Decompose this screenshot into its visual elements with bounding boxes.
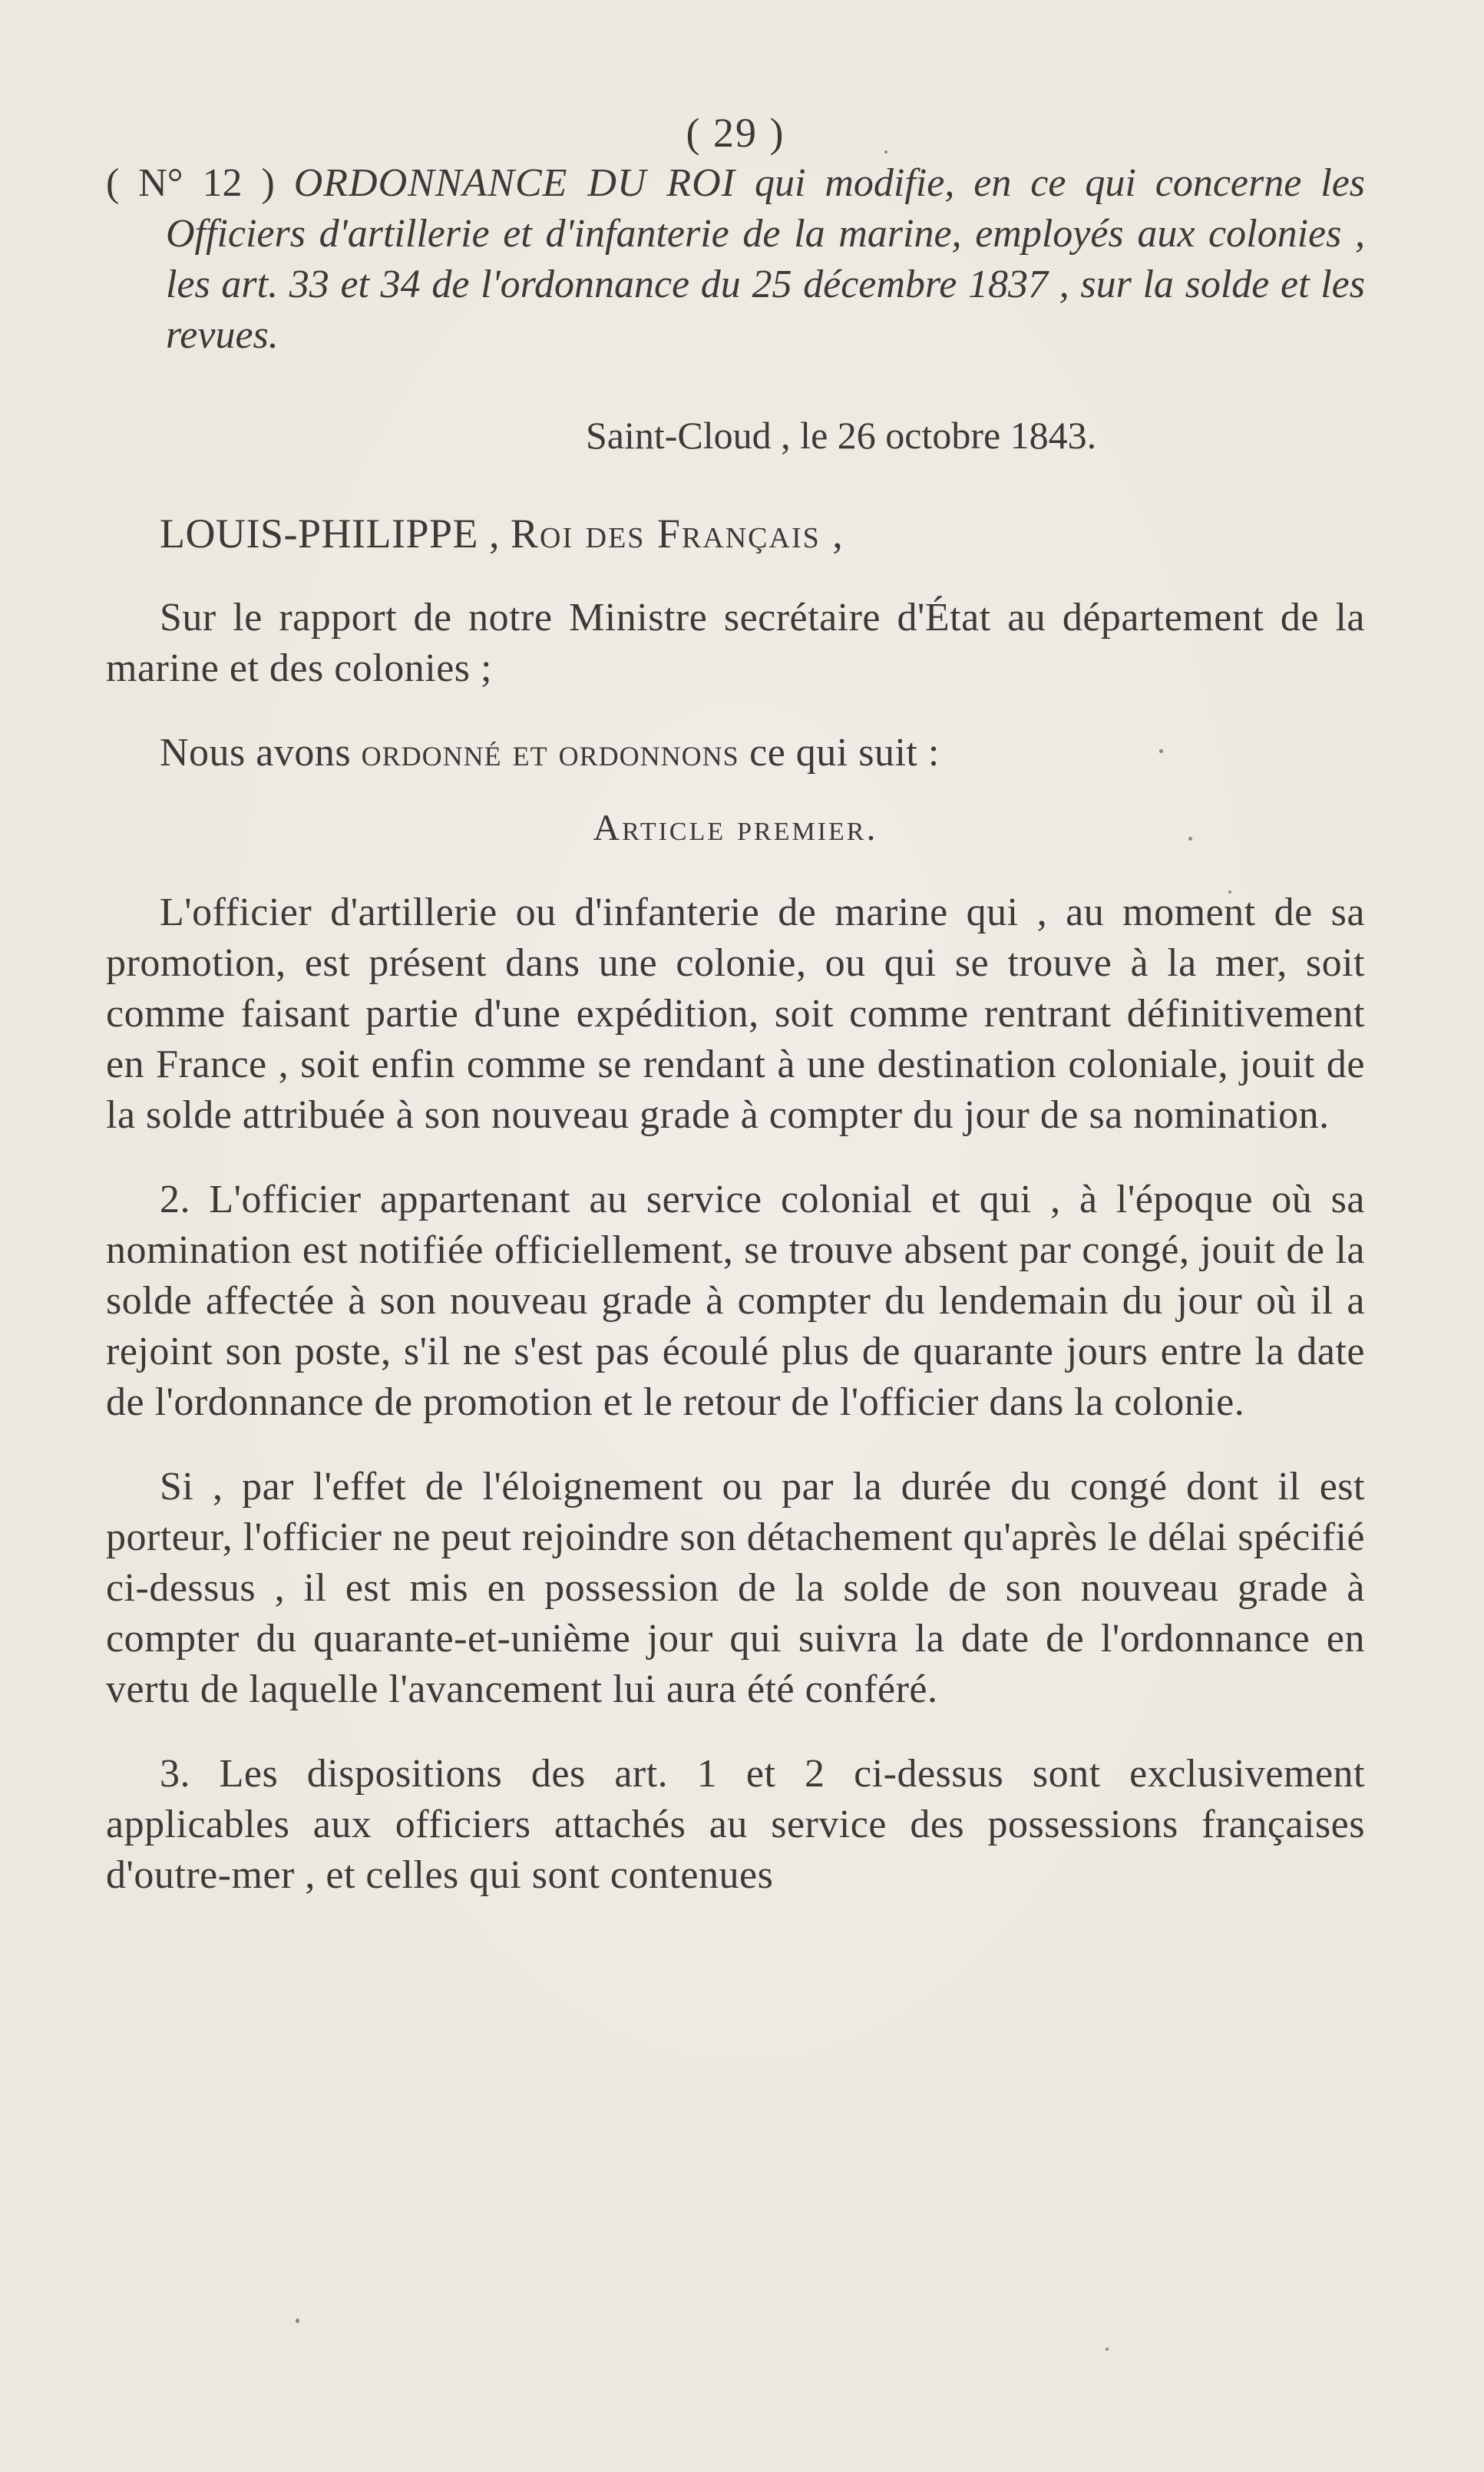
article-paragraph-4: 3. Les dispositions des art. 1 et 2 ci-dessus sont exclusivement applicables aux officiers attachés au service des possessions françaises d'outre-mer , et celles qui sont contenues: [106, 1752, 1365, 1897]
king-line: [160, 508, 1365, 559]
article-paragraph-1: L'officier d'artillerie ou d'infanterie de marine qui , au moment de sa promotion, est présent dans une colonie, ou qui se trouve à la mer, soit comme faisant partie d'une expédition, soit comme rentrant définitivement en France , soit enfin comme se rendant à une destination coloniale, jouit de la solde attribuée à son nouveau grade à compter du jour de sa nomination.: [106, 891, 1365, 1137]
king-title: Roi des Français ,: [511, 511, 844, 557]
article-title: Article premier.: [593, 808, 878, 848]
preamble-order: [106, 728, 1365, 778]
order-start: Nous avons: [160, 731, 352, 775]
king-name: LOUIS-PHILIPPE ,: [160, 511, 501, 557]
page-number: ( 29 ): [686, 110, 785, 156]
order-caps: ordonné et ordonnons: [361, 731, 739, 775]
ink-speck: [1106, 2348, 1109, 2351]
article-paragraph-2: 2. L'officier appartenant au service colonial et qui , à l'époque où sa nomination est notifiée officiellement, se trouve absent par congé, jouit de la solde affectée à son nouveau grade à compter du lendemain du jour où il a rejoint son poste, s'il ne s'est pas écoulé plus de quarante jours entre la date de l'ordonnance de promotion et le retour de l'officier dans la colonie.: [106, 1178, 1365, 1424]
order-end: ce qui suit :: [749, 731, 940, 775]
preamble-report: Sur le rapport de notre Ministre secrétaire d'État au département de la marine et des colonies ;: [106, 596, 1365, 690]
dateline: Saint-Cloud , le 26 octobre 1843.: [586, 414, 1097, 457]
document-body: [106, 107, 1365, 1901]
ordinance-subject: qui modifie, en ce qui concerne les Officiers d'artillerie et d'infanterie de la marine, employés aux colonies , les art. 33 et 34 de l'ordonnance du 25 décembre 1837 , sur la solde et les revues.: [166, 161, 1366, 357]
ordinance-title: ORDONNANCE DU ROI: [293, 161, 736, 205]
ordinance-heading: [106, 158, 1365, 361]
ordinance-number: ( N° 12 ): [106, 161, 275, 205]
article-paragraph-3: Si , par l'effet de l'éloignement ou par la durée du congé dont il est porteur, l'officier ne peut rejoindre son détachement qu'après le délai spécifié ci-dessus , il est mis en possession de la solde de son nouveau grade à compter du quarante-et-unième jour qui suivra la date de l'ordonnance en vertu de laquelle l'avancement lui aura été conféré.: [106, 1465, 1365, 1711]
ink-speck: [296, 2318, 299, 2323]
